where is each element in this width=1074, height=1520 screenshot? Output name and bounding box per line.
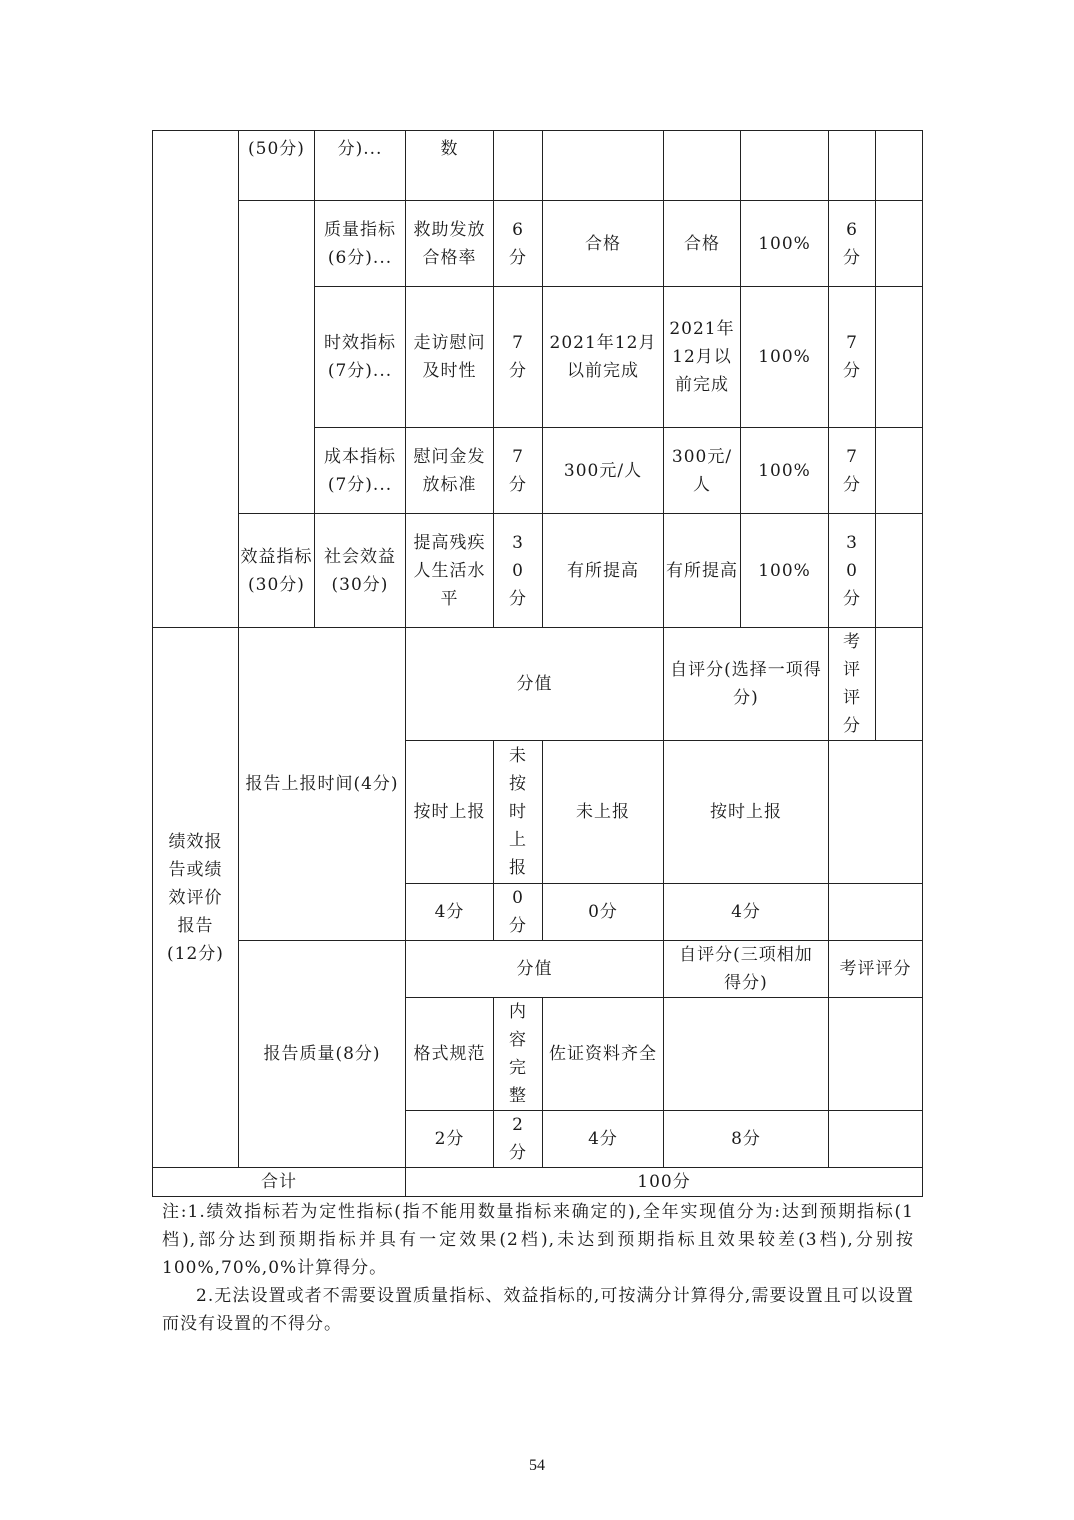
table-row bbox=[153, 628, 923, 741]
actual-benefit: 有所提高 bbox=[664, 514, 741, 628]
report-quality-opt2: 内容完整 bbox=[494, 998, 543, 1111]
report-quality-value-header: 分值 bbox=[406, 941, 664, 998]
report-label: 绩效报告或绩效评价报告(12分) bbox=[153, 628, 239, 1168]
indicator-quality: 救助发放合格率 bbox=[406, 201, 494, 287]
report-time-self-pts: 4分 bbox=[664, 884, 829, 941]
target-cost: 300元/人 bbox=[543, 428, 664, 514]
level2-benefit: 效益指标(30分) bbox=[239, 514, 315, 628]
rate-quality: 100% bbox=[741, 201, 829, 287]
table-row bbox=[153, 131, 923, 201]
table-notes bbox=[162, 1198, 914, 1338]
target-timeliness: 2021年12月以前完成 bbox=[543, 287, 664, 428]
indicator-timeliness: 走访慰问及时性 bbox=[406, 287, 494, 428]
actual-quality: 合格 bbox=[664, 201, 741, 287]
table-row bbox=[153, 1168, 923, 1197]
table-row bbox=[153, 514, 923, 628]
got-timeliness: 7分 bbox=[829, 287, 876, 428]
report-time-label: 报告上报时间(4分) bbox=[239, 628, 406, 941]
target-quality: 合格 bbox=[543, 201, 664, 287]
rate-benefit: 100% bbox=[741, 514, 829, 628]
level2-output-continued bbox=[239, 201, 315, 514]
score-quality: 6分 bbox=[494, 201, 543, 287]
level3-timeliness: 时效指标(7分)... bbox=[315, 287, 406, 428]
report-time-opt3: 未上报 bbox=[543, 741, 664, 884]
note-2: 2.无法设置或者不需要设置质量指标、效益指标的,可按满分计算得分,需要设置且可以设置而没有设置的不得分。 bbox=[162, 1286, 914, 1334]
level3-cost: 成本指标(7分)... bbox=[315, 428, 406, 514]
score-cost: 7分 bbox=[494, 428, 543, 514]
got-cost: 7分 bbox=[829, 428, 876, 514]
level1-cell-empty bbox=[153, 131, 239, 628]
score-benefit: 30分 bbox=[494, 514, 543, 628]
report-quality-self-header: 自评分(三项相加得分) bbox=[664, 941, 829, 998]
report-time-pts2: 0分 bbox=[494, 884, 543, 941]
report-time-pts3: 0分 bbox=[543, 884, 664, 941]
report-quality-opt1: 格式规范 bbox=[406, 998, 494, 1111]
indicator-benefit: 提高残疾人生活水平 bbox=[406, 514, 494, 628]
indicator-cost: 慰问金发放标准 bbox=[406, 428, 494, 514]
level2-output: (50分) bbox=[239, 131, 315, 201]
report-time-pts1: 4分 bbox=[406, 884, 494, 941]
report-quality-self-pts: 8分 bbox=[664, 1111, 829, 1168]
rate-cost: 100% bbox=[741, 428, 829, 514]
table-row bbox=[153, 941, 923, 998]
actual-cost: 300元/人 bbox=[664, 428, 741, 514]
actual-timeliness: 2021年12月以前完成 bbox=[664, 287, 741, 428]
indicator-continued: 数 bbox=[406, 131, 494, 201]
report-quality-pts1: 2分 bbox=[406, 1111, 494, 1168]
report-quality-review-header: 考评评分 bbox=[829, 941, 923, 998]
note-1: 注:1.绩效指标若为定性指标(指不能用数量指标来确定的),全年实现值分为:达到预期指标(1档),部分达到预期指标并具有一定效果(2档),未达到预期指标且效果较差(3档),分别按100%,70%,0%计算得分。 bbox=[162, 1202, 914, 1278]
got-quality: 6分 bbox=[829, 201, 876, 287]
report-quality-label: 报告质量(8分) bbox=[239, 941, 406, 1168]
report-quality-opt3: 佐证资料齐全 bbox=[543, 998, 664, 1111]
total-value: 100分 bbox=[406, 1168, 923, 1197]
report-time-opt1: 按时上报 bbox=[406, 741, 494, 884]
level3-benefit: 社会效益(30分) bbox=[315, 514, 406, 628]
report-time-review-header: 考评评分 bbox=[829, 628, 876, 741]
got-benefit: 30分 bbox=[829, 514, 876, 628]
report-time-self-value: 按时上报 bbox=[664, 741, 829, 884]
page-number: 54 bbox=[529, 1457, 545, 1474]
target-benefit: 有所提高 bbox=[543, 514, 664, 628]
table-row bbox=[153, 201, 923, 287]
level3-quality: 质量指标(6分)... bbox=[315, 201, 406, 287]
report-time-opt2: 未按时上报 bbox=[494, 741, 543, 884]
score-timeliness: 7分 bbox=[494, 287, 543, 428]
report-time-value-header: 分值 bbox=[406, 628, 664, 741]
report-time-self-header: 自评分(选择一项得分) bbox=[664, 628, 829, 741]
performance-table bbox=[152, 130, 923, 1197]
rate-timeliness: 100% bbox=[741, 287, 829, 428]
report-quality-pts3: 4分 bbox=[543, 1111, 664, 1168]
level3-continued: 分)... bbox=[315, 131, 406, 201]
report-quality-pts2: 2分 bbox=[494, 1111, 543, 1168]
total-label: 合计 bbox=[153, 1168, 406, 1197]
